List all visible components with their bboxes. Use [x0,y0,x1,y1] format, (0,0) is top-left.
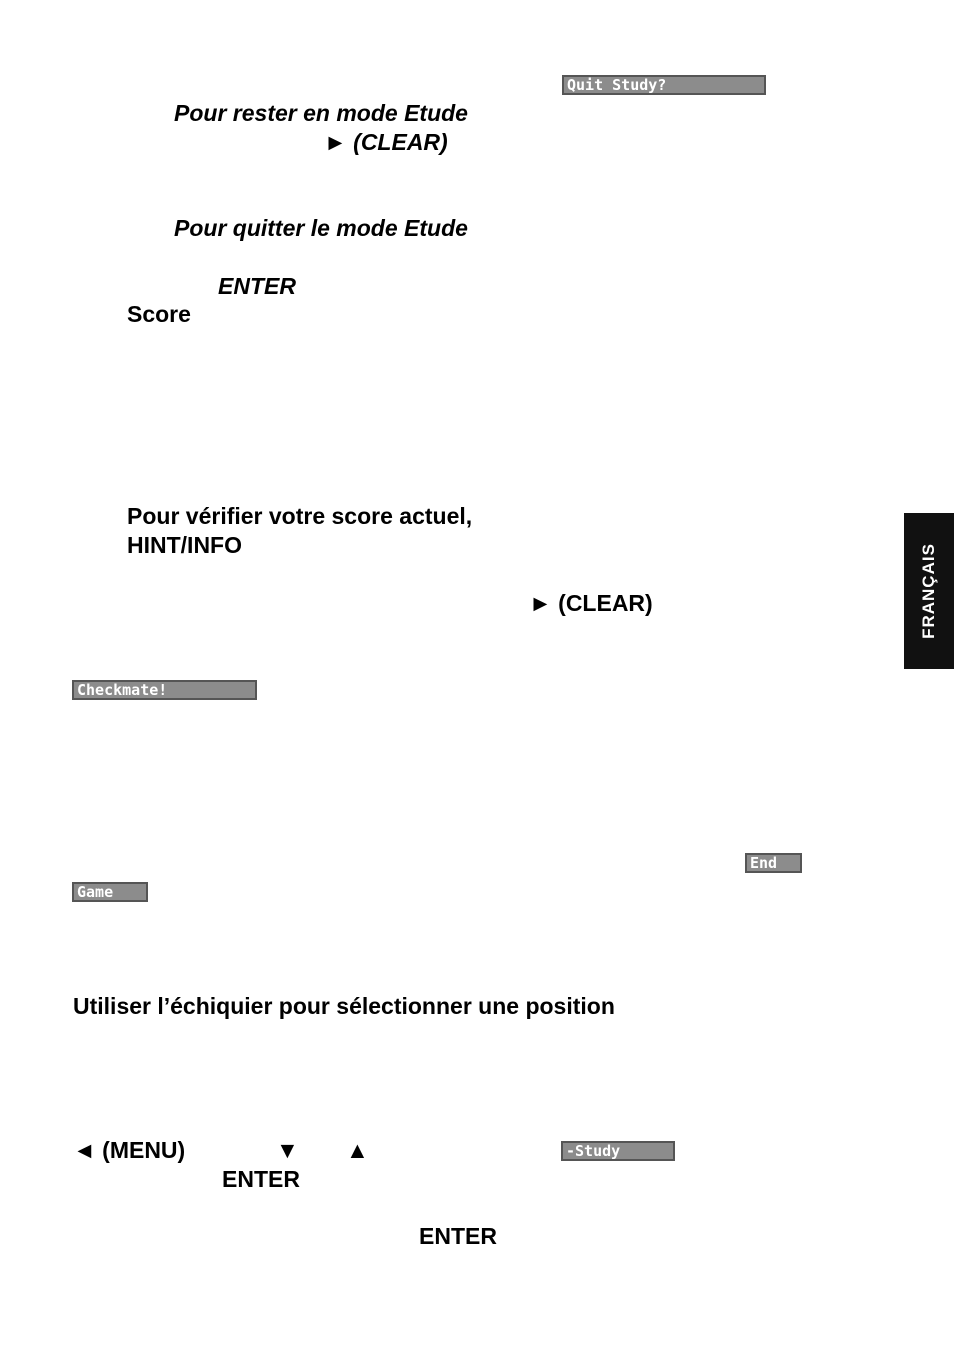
score-label: Score [127,301,191,327]
lcd-study-text: -Study [566,1142,621,1160]
lcd-study [561,1141,675,1161]
enter-key-2: ENTER [419,1223,497,1249]
clear-key: ► (CLEAR) [529,590,653,616]
lcd-end-text: End [750,854,778,872]
language-tab-label: FRANÇAIS [919,543,938,639]
hint-info-key: HINT/INFO [127,532,242,558]
language-tab [904,513,954,669]
stay-study-heading: Pour rester en mode Etude [174,100,468,126]
up-arrow-key: ▲ [346,1137,369,1163]
lcd-checkmate-text: Checkmate! [77,681,168,699]
lcd-quit-study-text: Quit Study? [567,76,667,94]
menu-key: ◄ (MENU) [73,1137,186,1163]
lcd-game [72,882,148,902]
section-heading-board: Utiliser l’échiquier pour sélectionner une position [73,993,615,1019]
lcd-game-text: Game [77,883,114,901]
lcd-quit-study [562,75,766,95]
lcd-checkmate [72,680,257,700]
quit-study-heading: Pour quitter le mode Etude [174,215,468,241]
down-arrow-key: ▼ [276,1137,299,1163]
lcd-end [745,853,802,873]
verify-score-text: Pour vérifier votre score actuel, [127,503,473,529]
clear-key-italic: ► (CLEAR) [324,129,448,155]
enter-key-1: ENTER [222,1166,300,1192]
enter-key-italic: ENTER [218,273,296,299]
